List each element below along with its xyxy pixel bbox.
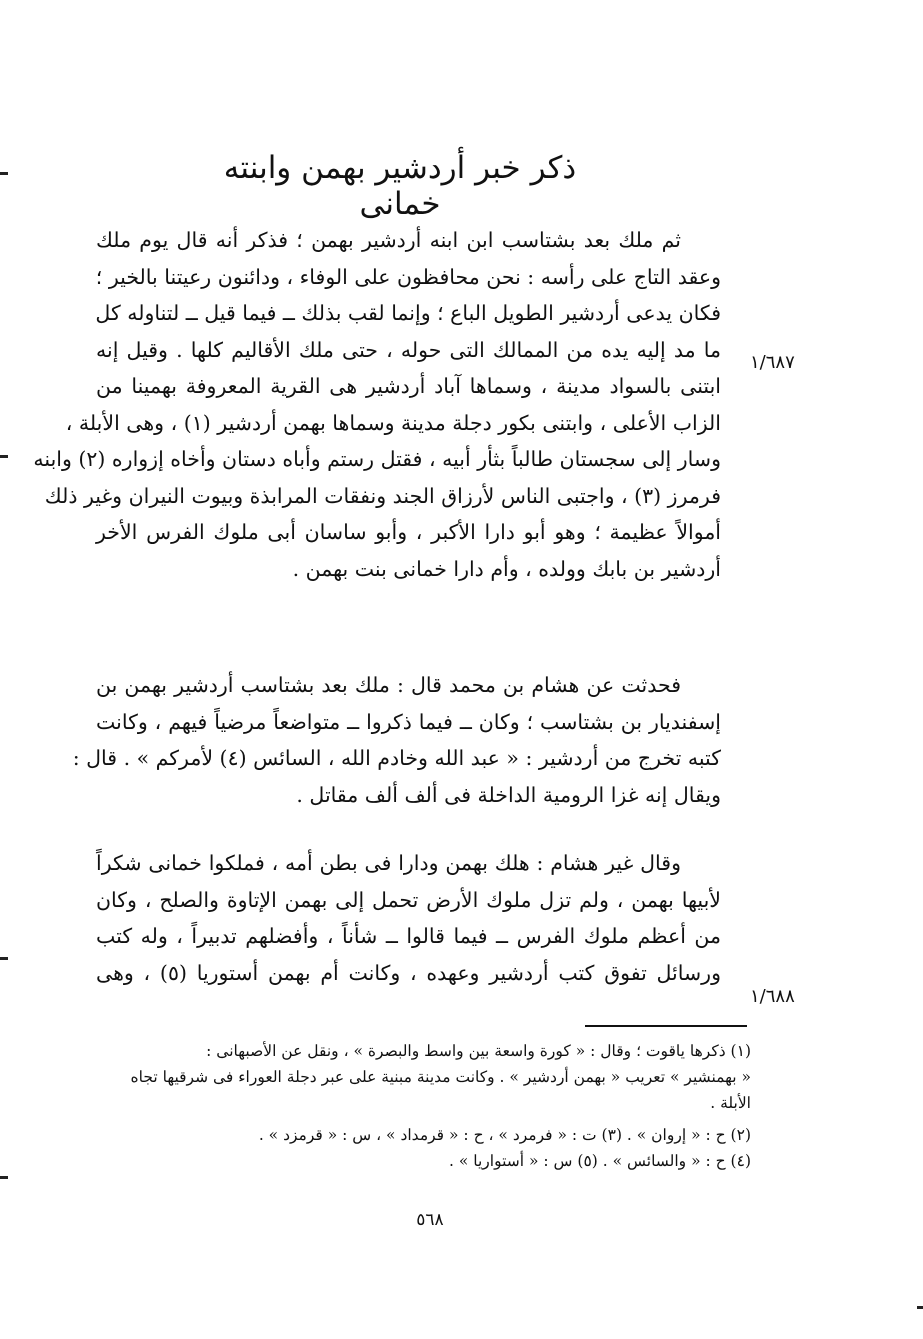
- text-line: وسار إلى سجستان طالباً بثأر أبيه ، فقتل رستم وأباه دستان وأخاه إزواره (٢) وابنه: [33, 447, 721, 471]
- text-line: كتبه تخرج من أردشير : « عبد الله وخادم الله ، السائس (٤) لأمركم » . قال :: [72, 746, 721, 770]
- text-line: فرمرز (٣) ، واجتبى الناس لأرزاق الجند ونفقات المرابذة وبيوت النيران وغير ذلك: [44, 483, 721, 508]
- scan-edge-mark: [917, 1306, 923, 1309]
- footnote-separator: [585, 1025, 747, 1027]
- text-line: لأبيها بهمن ، ولم تزل ملوك الأرض تحمل إلى بهمن الإتاوة والصلح ، وكان: [96, 887, 721, 912]
- paragraph-1: [33, 222, 721, 587]
- text-line: وقال غير هشام : هلك بهمن ودارا فى بطن أمه ، فملكوا خمانى شكراً: [96, 851, 681, 875]
- paragraph-3: [96, 845, 721, 991]
- text-line: ويقال إنه غزا الرومية الداخلة فى ألف ألف مقاتل .: [296, 782, 721, 807]
- text-line: أردشير بن بابك وولده ، وأم دارا خمانى بنت بهمن .: [292, 556, 721, 581]
- text-line: ابتنى بالسواد مدينة ، وسماها آباد أردشير هى القرية المعروفة بهمينا من: [96, 374, 721, 398]
- text-line: الزاب الأعلى ، وابتنى بكور دجلة مدينة وسماها بهمن أردشير (١) ، وهى الأبلة ،: [65, 410, 721, 435]
- scan-edge-mark: [0, 957, 8, 960]
- paragraph-2: [72, 667, 721, 813]
- footnote-line: « بهمنشير » تعريب « بهمن أردشير » . وكانت مدينة مبنية على عبر دجلة العوراء فى شرقيها تجاه: [130, 1068, 751, 1086]
- scan-edge-mark: [0, 172, 8, 175]
- marginal-note: ١/٦٨٧: [750, 352, 795, 373]
- text-line: فكان يدعى أردشير الطويل الباع ؛ وإنما لقب بذلك ــ فيما قيل ــ لتناوله كل: [95, 301, 721, 325]
- page-number: ٥٦٨: [416, 1210, 444, 1230]
- text-line: ثم ملك بعد بشتاسب ابن ابنه أردشير بهمن ؛ فذكر أنه قال يوم ملك: [96, 228, 681, 252]
- text-line: إسفنديار بن بشتاسب ؛ وكان ــ فيما ذكروا ــ متواضعاً مرضياً فيهم ، وكانت: [96, 709, 721, 734]
- footnote-line: (٤) ح : « والسائس » . (٥) س : « أستواريا » .: [448, 1152, 751, 1170]
- text-line: من أعظم ملوك الفرس ــ فيما قالوا ــ شأناً ، وأفضلهم تدبيراً ، وله كتب: [96, 924, 721, 948]
- scan-edge-mark: [0, 455, 8, 458]
- text-line: أموالاً عظيمة ؛ وهو أبو دارا الأكبر ، وأبو ساسان أبى ملوك الفرس الأخر: [96, 520, 721, 544]
- text-line: فحدثت عن هشام بن محمد قال : ملك بعد بشتاسب أردشير بهمن بن: [96, 673, 681, 697]
- footnotes: [96, 1038, 751, 1174]
- footnote-line: (١) ذكرها ياقوت ؛ وقال : « كورة واسعة بين واسط والبصرة » ، ونقل عن الأصبهانى :: [206, 1042, 751, 1060]
- marginal-note: ١/٦٨٨: [750, 986, 795, 1007]
- text-line: وعقد التاج على رأسه : نحن محافظون على الوفاء ، ودائنون رعيتنا بالخير ؛: [95, 264, 721, 289]
- footnote-line: (٢) ح : « إروان » . (٣) ت : « فرمرد » ، ح : « قرمداد » ، س : « قرمزد » .: [258, 1126, 751, 1144]
- scan-edge-mark: [0, 1176, 8, 1179]
- text-line: ورسائل تفوق كتب أردشير وعهده ، وكانت أم بهمن أستوريا (٥) ، وهى: [96, 960, 721, 985]
- page-title: ذكر خبر أردشير بهمن وابنته خمانى: [223, 150, 577, 222]
- footnote-line: الأبلة .: [710, 1094, 751, 1112]
- text-line: ما مد إليه يده من الممالك التى حوله ، حتى ملك الأقاليم كلها . وقيل إنه: [96, 337, 721, 362]
